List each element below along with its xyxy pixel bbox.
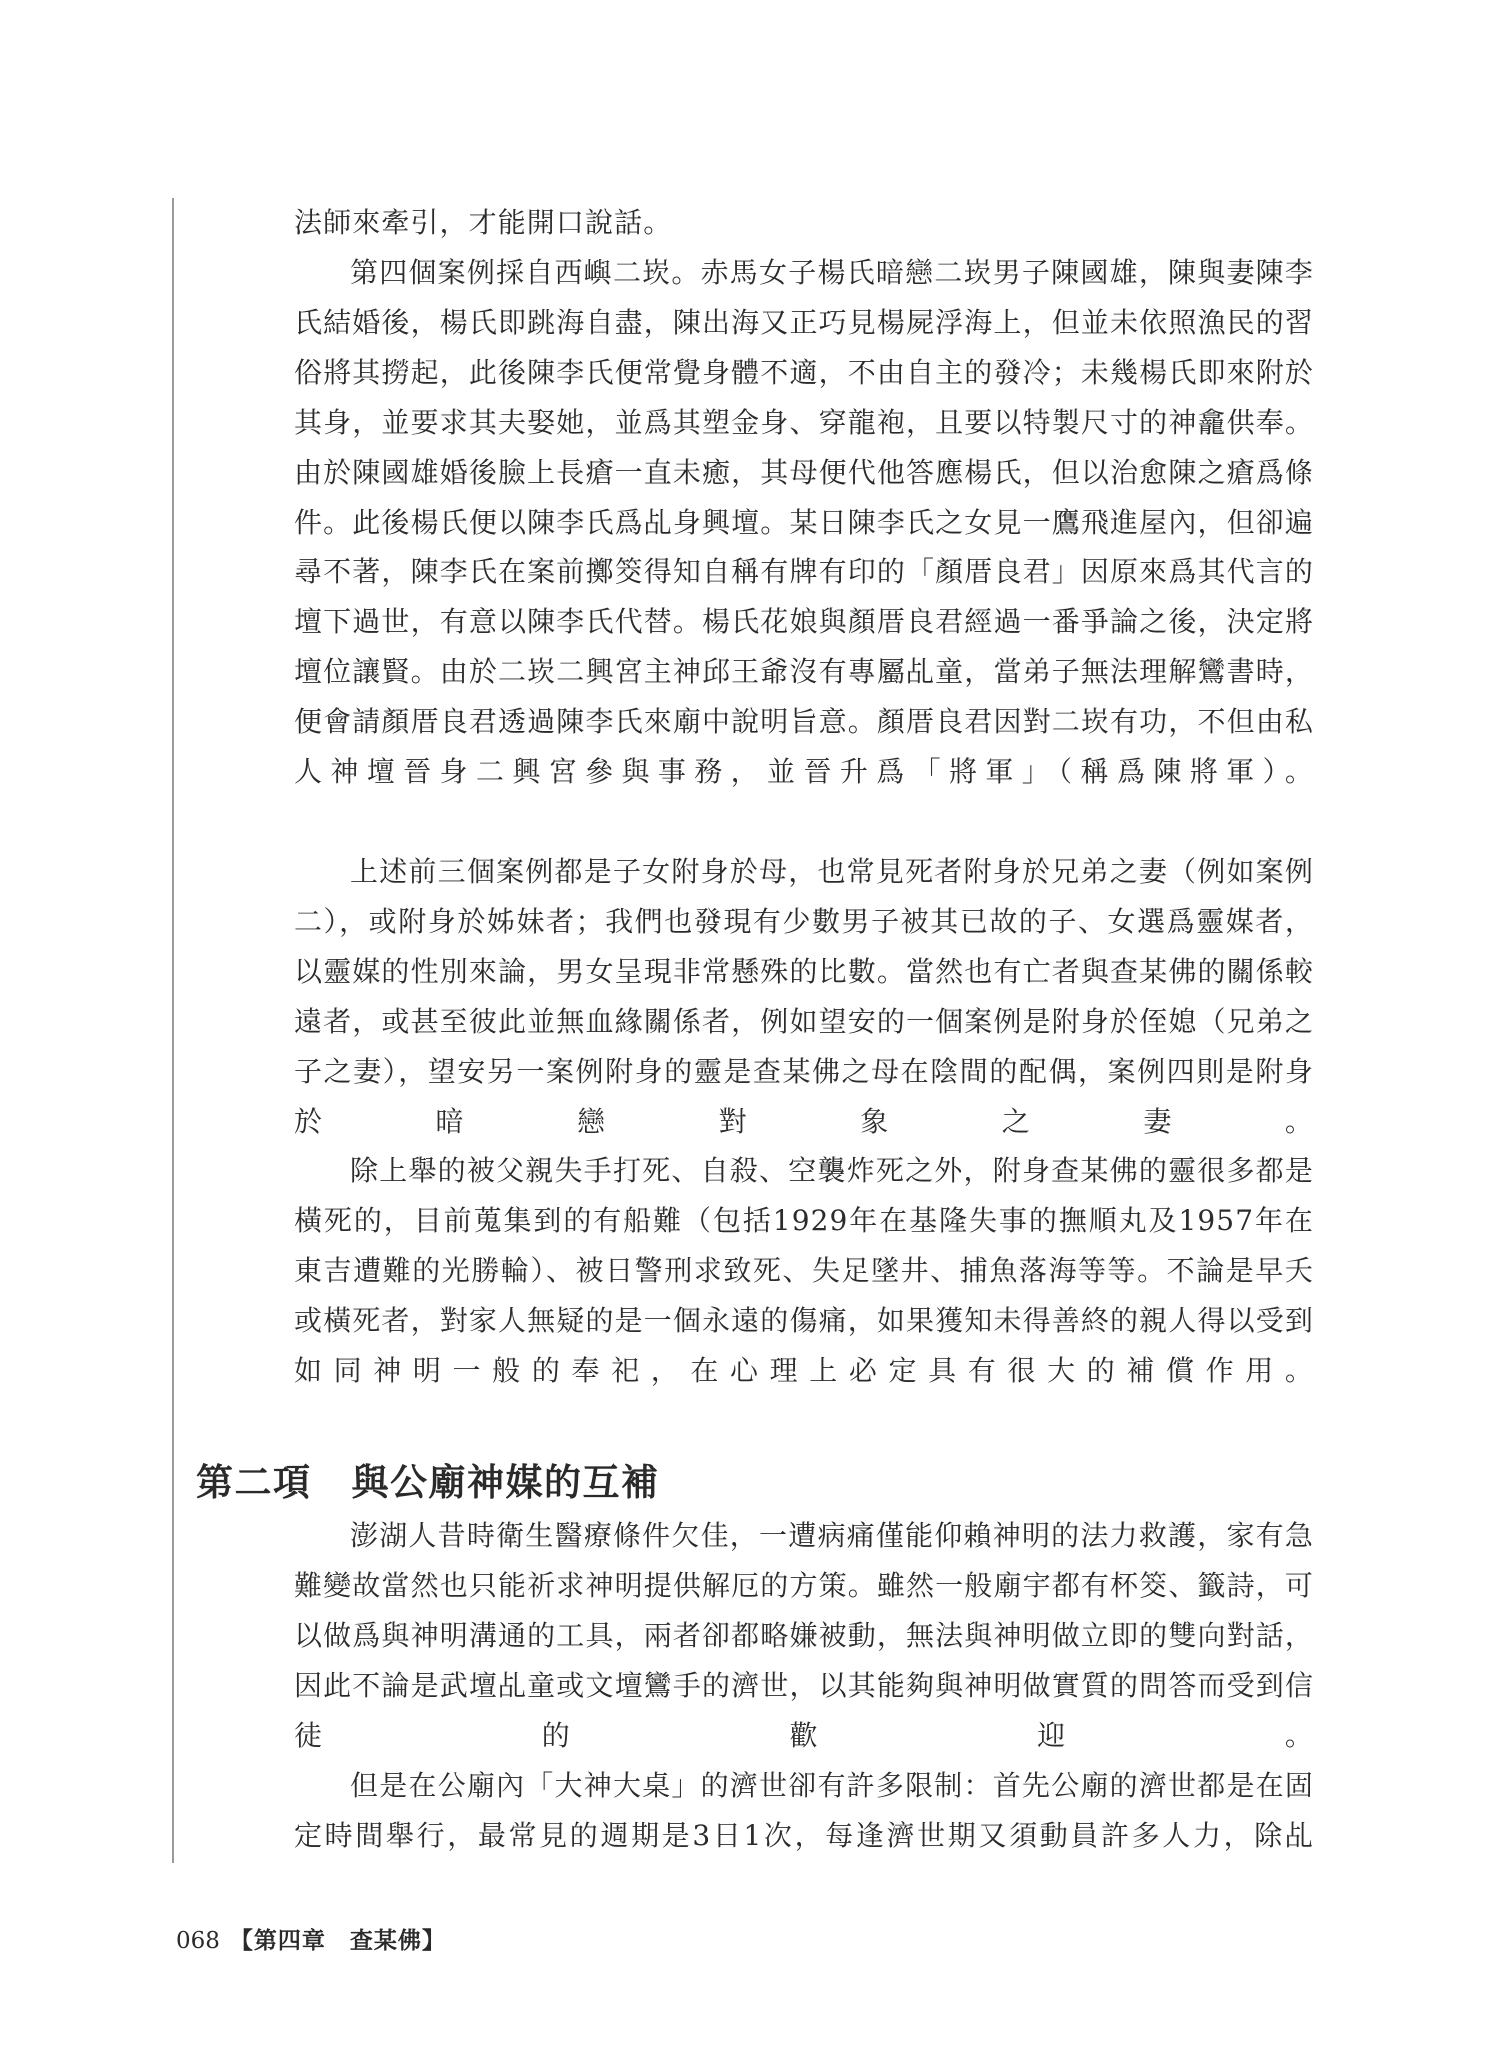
section-number: 第二項: [196, 1461, 312, 1504]
paragraph-continuation: 法師來牽引，才能開口說話。: [294, 206, 673, 239]
paragraph-case-four: 第四個案例採自西嶼二崁。赤馬女子楊氏暗戀二崁男子陳國雄，陳與妻陳李氏結婚後，楊氏即跳海自盡，陳出海又正巧見楊屍浮海上，但並未依照漁民的習俗將其撈起，此後陳李氏便常覺身體不適，不由自主的發冷；未幾楊氏即來附於其身，並要求其夫娶她，並爲其塑金身、穿龍袍，且要以特製尺寸的神龕供奉。由於陳國雄婚後臉上長瘡一直未癒，其母便代他答應楊氏，但以治愈陳之瘡爲條件。此後楊氏便以陳李氏爲乩身興壇。某日陳李氏之女見一鷹飛進屋內，但卻遍尋不著，陳李氏在案前擲筊得知自稱有牌有印的「顏厝良君」因原來爲其代言的壇下過世，有意以陳李氏代替。楊氏花娘與顏厝良君經過一番爭論之後，決定將壇位讓賢。由於二崁二興宮主神邱王爺沒有專屬乩童，當弟子無法理解鸞書時，便會請顏厝良君透過陳李氏來廟中說明旨意。顏厝良君因對二崁有功，不但由私人神壇晉身二興宮參與事務，並晉升爲「將軍」（稱爲陳將軍）。: [294, 256, 1314, 789]
paragraph-previous-cases: 上述前三個案例都是子女附身於母，也常見死者附身於兄弟之妻（例如案例二），或附身於姊妹者；我們也發現有少數男子被其已故的子、女選爲靈媒者，以靈媒的性別來論，男女呈現非常懸殊的比數。當然也有亡者與查某佛的關係較遠者，或甚至彼此並無血緣關係者，例如望安的一個案例是附身於侄媳（兄弟之子之妻），望安另一案例附身的靈是查某佛之母在陰間的配偶，案例四則是附身於暗戀對象之妻。: [294, 855, 1314, 1138]
paragraph-temple-limitations: 但是在公廟內「大神大桌」的濟世卻有許多限制：首先公廟的濟世都是在固定時間舉行，最常見的週期是3日1次，每逢濟世期又須動員許多人力，除乩: [294, 1769, 1314, 1852]
chapter-title: 【第四章 查某佛】: [229, 1927, 446, 1954]
paragraph-medical-conditions: 澎湖人昔時衛生醫療條件欠佳，一遭病痛僅能仰賴神明的法力救護，家有急難變故當然也只能祈求神明提供解厄的方策。雖然一般廟宇都有杯筊、籤詩，可以做爲與神明溝通的工具，兩者卻都略嫌被動，無法與神明做立即的雙向對話，因此不論是武壇乩童或文壇鸞手的濟世，以其能夠與神明做實質的問答而受到信徒的歡迎。: [294, 1519, 1314, 1752]
page-footer: [176, 1926, 446, 1956]
paragraph-violent-deaths: 除上舉的被父親失手打死、自殺、空襲炸死之外，附身查某佛的靈很多都是橫死的，目前蒐集到的有船難（包括1929年在基隆失事的撫順丸及1957年在東吉遭難的光勝輪）、被日警刑求致死、失足墜井、捕魚落海等等。不論是早夭或橫死者，對家人無疑的是一個永遠的傷痛，如果獲知未得善終的親人得以受到如同神明一般的奉祀，在心理上必定具有很大的補償作用。: [294, 1154, 1314, 1387]
section-title: 與公廟神媒的互補: [351, 1461, 660, 1504]
page-number: 068: [176, 1928, 220, 1954]
section-heading: [196, 1459, 660, 1507]
margin-rule: [172, 198, 174, 1863]
